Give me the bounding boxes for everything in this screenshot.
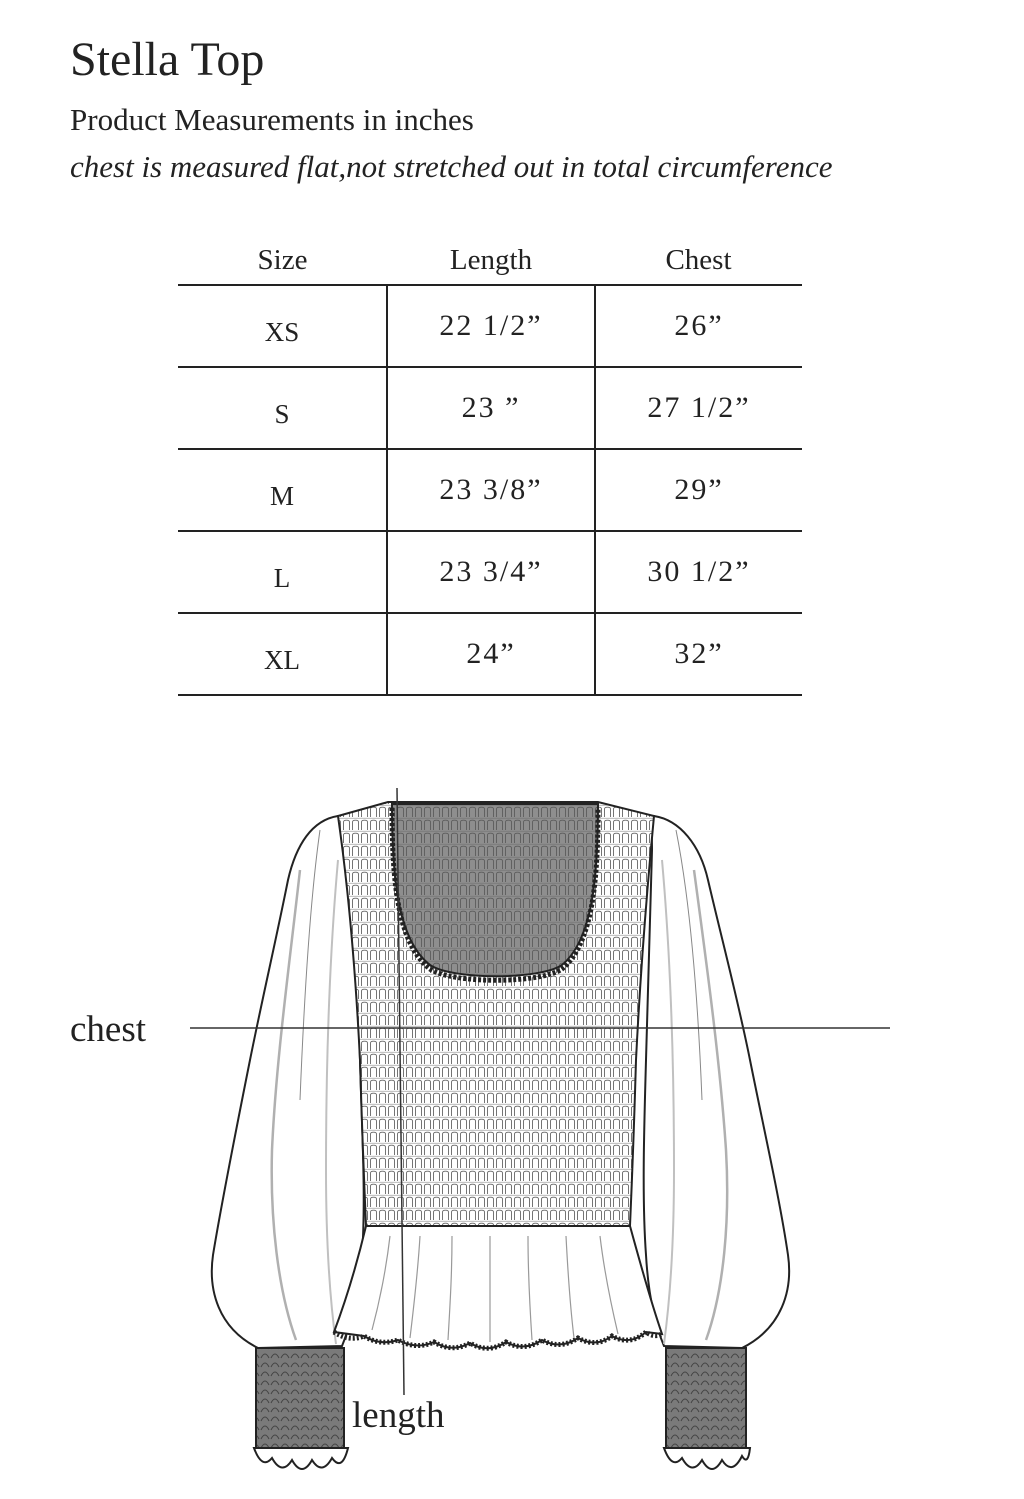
size-cell: XL [178, 613, 387, 695]
left-cuff [254, 1348, 348, 1469]
chest-label: chest [70, 1009, 147, 1050]
length-cell: 23 3/4” [387, 531, 595, 613]
length-cell: 23 3/8” [387, 449, 595, 531]
garment-flat-sketch [0, 760, 1024, 1499]
chest-cell: 27 1/2” [595, 367, 802, 449]
chest-cell: 29” [595, 449, 802, 531]
size-cell: L [178, 531, 387, 613]
length-label: length [352, 1395, 445, 1436]
table-row [178, 449, 802, 531]
size-cell: M [178, 449, 387, 531]
left-sleeve [212, 816, 364, 1348]
page-subtitle: Product Measurements in inches [70, 102, 474, 137]
column-header-chest: Chest [595, 230, 802, 285]
table-header-row [178, 230, 802, 285]
length-cell: 23 ” [387, 367, 595, 449]
size-cell: S [178, 367, 387, 449]
table-row [178, 285, 802, 367]
bodice [338, 802, 654, 1226]
length-cell: 22 1/2” [387, 285, 595, 367]
peplum [334, 1226, 662, 1348]
right-cuff [664, 1348, 750, 1469]
length-cell: 24” [387, 613, 595, 695]
size-chart-table [178, 230, 802, 696]
measurement-note: chest is measured flat,not stretched out in total circumference [70, 149, 833, 184]
right-sleeve [644, 816, 789, 1348]
table-row [178, 367, 802, 449]
table-row [178, 531, 802, 613]
page-title: Stella Top [70, 33, 265, 86]
chest-cell: 30 1/2” [595, 531, 802, 613]
chest-cell: 26” [595, 285, 802, 367]
chest-cell: 32” [595, 613, 802, 695]
size-cell: XS [178, 285, 387, 367]
column-header-size: Size [178, 230, 387, 285]
table-row [178, 613, 802, 695]
column-header-length: Length [387, 230, 595, 285]
